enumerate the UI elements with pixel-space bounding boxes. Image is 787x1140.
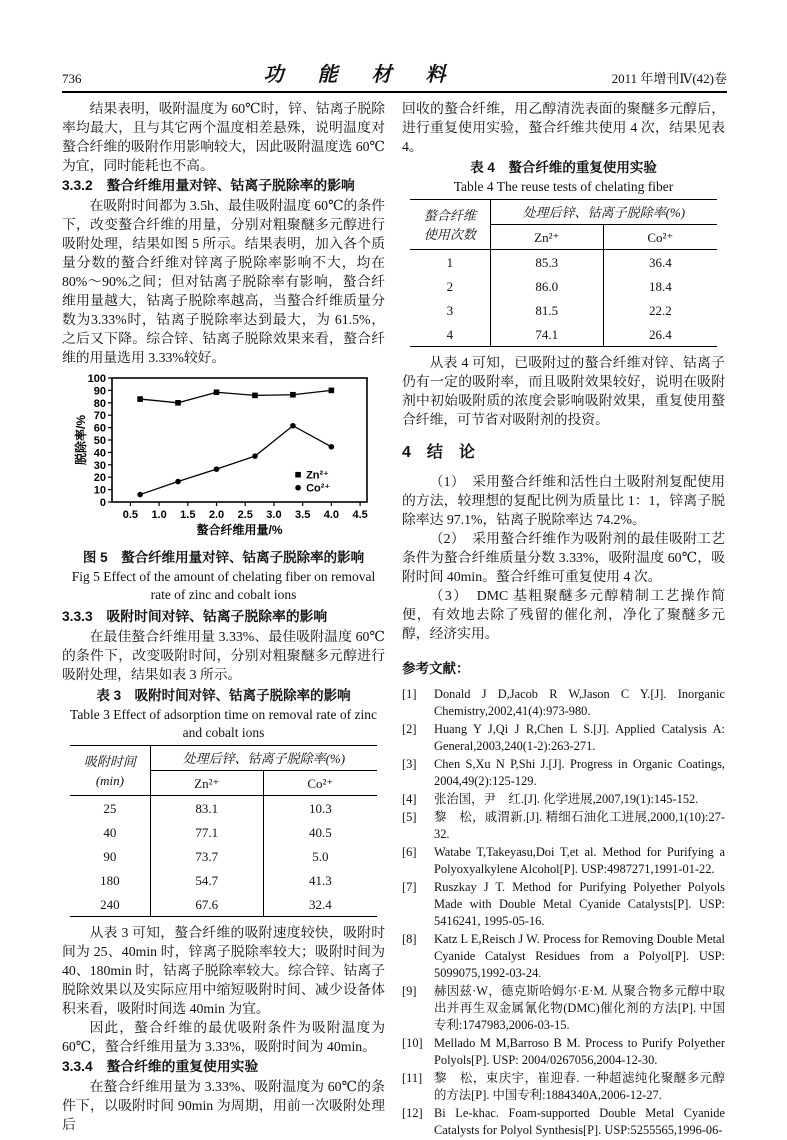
svg-text:80: 80 [93, 397, 106, 410]
right-column [402, 99, 725, 1140]
section-heading-3-3-2: 3.3.2 螯合纤维用量对锌、钴离子脱除率的影响 [62, 178, 355, 193]
reference-label: [11] [402, 1071, 423, 1085]
svg-text:2.5: 2.5 [237, 509, 253, 521]
reference-text: Watabe T,Takeyasu,Doi T,et al. Method for Purifying a Polyoxyalkylene Alcohol[P]. USP:4987271,1991-01-22. [434, 845, 725, 876]
paragraph: 结果表明，吸附温度为 60℃时，锌、钴离子脱除率均最大，且与其它两个温度相差悬殊，说明温度对螯合纤维的吸附作用影响较大，因此吸附温度选 60℃为宜，同时能耗也不高。 [62, 101, 385, 173]
table-cell: 81.5 [490, 298, 603, 322]
reference-text: Chen S,Xu N P,Shi J.[J]. Progress in Organic Coatings, 2004,49(2):125-129. [434, 757, 725, 788]
table3-caption-en: Table 3 Effect of adsorption time on removal rate of zinc and cobalt ions [70, 707, 377, 740]
table-row [70, 820, 377, 844]
table-cell: 40.5 [263, 820, 377, 844]
reference-text: Katz L E,Reisch J W. Process for Removing Double Metal Cyanide Catalyst Residues from a Polyol[P]. USP: 5099075,1992-03-24. [434, 932, 725, 980]
table-cell: 74.1 [490, 322, 603, 347]
paragraph: 回收的螯合纤维，用乙醇清洗表面的聚醚多元醇后，进行重复使用实验，螯合纤维共使用 4 次，结果见表 4。 [402, 101, 725, 154]
reference-label: [6] [402, 845, 417, 859]
page-number: 736 [62, 71, 82, 86]
table-row [70, 868, 377, 892]
reference-text: Ruszkay J T. Method for Purifying Polyether Polyols Made with Double Metal Cyanide Catalysts[P]. USP: 5416241, 1995-05-16. [434, 880, 725, 928]
conclusion-heading: 4 结 论 [402, 444, 475, 461]
conclusion-item-3: （3） DMC 基粗聚醚多元醇精制工艺操作简便，有效地去除了残留的催化剂，净化了聚醚多元醇，经济实用。 [402, 588, 725, 641]
table-cell: 26.4 [603, 322, 717, 347]
table-cell: 32.4 [263, 892, 377, 917]
svg-text:10: 10 [93, 484, 106, 497]
svg-text:0.5: 0.5 [122, 509, 138, 521]
table4-zn-header: Zn²⁺ [490, 225, 603, 250]
svg-text:4.5: 4.5 [351, 509, 368, 521]
references-heading: 参考文献： [402, 661, 470, 676]
reference-item [402, 1035, 725, 1069]
reference-item [402, 1105, 725, 1139]
reference-label: [2] [402, 722, 417, 736]
svg-text:20: 20 [93, 472, 106, 485]
section-heading-3-3-3: 3.3.3 吸附时间对锌、钴离子脱除率的影响 [62, 609, 328, 624]
svg-text:0: 0 [99, 497, 106, 509]
table-cell: 54.7 [150, 868, 263, 892]
table-cell: 73.7 [150, 844, 263, 868]
table-cell: 40 [103, 824, 117, 840]
table-cell: 3 [446, 302, 454, 318]
svg-text:60: 60 [93, 422, 106, 435]
table-cell: 77.1 [150, 820, 263, 844]
table-cell: 10.3 [263, 796, 377, 821]
table-cell: 41.3 [263, 868, 377, 892]
issue-info: 2011 年增刊Ⅳ(42)卷 [611, 71, 727, 86]
figure5-caption-cn: 图 5 螯合纤维用量对锌、钴离子脱除率的影响 [82, 550, 365, 565]
reference-label: [1] [402, 687, 417, 701]
svg-text:40: 40 [93, 447, 106, 460]
reference-label: [7] [402, 880, 417, 894]
svg-text:3.0: 3.0 [265, 509, 282, 521]
table3-caption-cn: 表 3 吸附时间对锌、钴离子脱除率的影响 [96, 688, 351, 703]
table-row [410, 298, 717, 322]
table3-co-header: Co²⁺ [263, 771, 377, 796]
table-row [70, 892, 377, 917]
reference-label: [3] [402, 757, 417, 771]
reference-label: [12] [402, 1106, 423, 1120]
table3-zn-header: Zn²⁺ [150, 771, 263, 796]
table4-col1-header [410, 200, 490, 250]
table3-span-header: 处理后锌、钴离子脱除率(%) [150, 746, 377, 771]
reference-item [402, 879, 725, 930]
svg-text:70: 70 [93, 410, 106, 423]
table-cell: 2 [446, 278, 454, 294]
table-cell: 36.4 [603, 250, 717, 275]
table3-col1-line1: 吸附时间 [83, 753, 136, 769]
two-column-body [62, 99, 727, 1140]
svg-text:1.5: 1.5 [179, 509, 195, 521]
paragraph: 在螯合纤维用量为 3.33%、吸附温度为 60℃的条件下，以吸附时间 90min 为周期，用前一次吸附处理后 [62, 1079, 385, 1132]
svg-text:100: 100 [87, 373, 106, 385]
reference-item [402, 983, 725, 1034]
reference-label: [5] [402, 810, 417, 824]
figure5-chart [74, 371, 374, 541]
paragraph: 在吸附时间都为 3.5h、最佳吸附温度 60℃的条件下，改变螯合纤维的用量，分别对粗聚醚多元醇进行吸附处理，结果如图 5 所示。结果表明，加入各个质量分数的螯合纤维对锌离子脱除率影响不大，均在 80%～90%之间；但对钴离子脱除率有影响，螯合纤维用量越大，钴离子脱除率越高，当螯合纤维质量分数为3.33%时，钴离子脱除率达到最大，为 61.5%，之后又下降。综合锌、钴离子脱除效果来看，螯合纤维的用量选用 3.33%较好。 [62, 198, 385, 365]
journal-title: 功能材料 [263, 62, 480, 86]
reference-label: [10] [402, 1036, 423, 1050]
reference-text: Bi Le-khac. Foam-supported Double Metal Cyanide Catalysts for Polyol Synthesis[P]. USP:5255565,1996-06- [434, 1106, 725, 1137]
table-row [410, 322, 717, 347]
reference-text: 黎 松，戚渭新.[J]. 精细石油化工进展,2000,1(10):27-32. [434, 810, 725, 841]
reference-list [402, 686, 725, 1139]
table3-col1-header [70, 746, 150, 796]
reference-text: 张治国，尹 红.[J]. 化学进展,2007,19(1):145-152. [434, 792, 699, 806]
reference-label: [8] [402, 932, 417, 946]
paragraph: 在最佳螯合纤维用量 3.33%、最佳吸附温度 60℃的条件下，改变吸附时间，分别对粗聚醚多元醇进行吸附处理，结果如表 3 所示。 [62, 629, 385, 682]
figure5 [74, 371, 374, 546]
paragraph: 从表 3 可知，螯合纤维的吸附速度较快，吸附时间为 25、40min 时，锌离子脱除率较大；吸附时间为 40、180min 时，钴离子脱除率较大。综合锌、钴离子脱除效果以及实际应用中缩短吸附时间、减少设备体积来看，吸附时间选 40min 为宜。 [62, 925, 385, 1016]
paragraph: 因此，螯合纤维的最优吸附条件为吸附温度为 60℃，螯合纤维用量为 3.33%，吸附时间为 40min。 [62, 1020, 385, 1054]
reference-item [402, 1070, 725, 1104]
reference-item [402, 791, 725, 808]
reference-label: [9] [402, 984, 417, 998]
reference-item [402, 931, 725, 982]
conclusion-item-1: （1） 采用螯合纤维和活性白土吸附剂复配使用的方法，较理想的复配比例为质量比 1：1，锌离子脱除率达 97.1%，钴离子脱除率达 74.2%。 [402, 474, 725, 527]
table4 [410, 199, 717, 347]
table-cell: 240 [100, 896, 120, 912]
table-row [410, 250, 717, 275]
figure5-caption-en: Fig 5 Effect of the amount of chelating fiber on removal rate of zinc and cobalt ions [71, 569, 376, 602]
reference-item [402, 844, 725, 878]
table-row [70, 844, 377, 868]
table-cell: 18.4 [603, 274, 717, 298]
reference-label: [4] [402, 792, 417, 806]
reference-item [402, 756, 725, 790]
table4-co-header: Co²⁺ [603, 225, 717, 250]
reference-text: Huang Y J,Qi J R,Chen L S.[J]. Applied Catalysis A: General,2003,240(1-2):263-271. [434, 722, 725, 753]
svg-text:Co²⁺: Co²⁺ [305, 482, 330, 495]
table4-col1-line1: 螯合纤维 [423, 207, 476, 223]
paragraph: 从表 4 可知，已吸附过的螯合纤维对锌、钴离子仍有一定的吸附率，而且吸附效果较好，说明在吸附剂中初始吸附质的浓度会影响吸附效果，重复使用螯合纤维，可节省对吸附剂的投资。 [402, 355, 725, 427]
left-column [62, 99, 385, 1140]
table-cell: 25 [103, 800, 117, 816]
reference-text: Donald J D,Jacob R W,Jason C Y.[J]. Inorganic Chemistry,2002,41(4):973-980. [434, 687, 725, 718]
svg-text:Zn²⁺: Zn²⁺ [305, 469, 329, 482]
section-heading-3-3-4: 3.3.4 螯合纤维的重复使用实验 [62, 1059, 259, 1074]
reference-text: Mellado M M,Barroso B M. Process to Purify Polyether Polyols[P]. USP: 2004/0267056,2004-12-30. [434, 1036, 725, 1067]
reference-text: 赫因兹·W，德克斯哈姆尔·E·M. 从聚合物多元醇中取出并再生双金属氰化物(DMC)催化剂的方法[P]. 中国专利:1747983,2006-03-15. [434, 984, 725, 1032]
table4-caption-cn: 表 4 螯合纤维的重复使用实验 [470, 160, 657, 175]
table-cell: 180 [100, 872, 120, 888]
conclusion-item-2: （2） 采用螯合纤维作为吸附剂的最佳吸附工艺条件为螯合纤维质量分数 3.33%，吸附温度 60℃，吸附时间 40min。螯合纤维可重复使用 4 次。 [402, 531, 725, 584]
svg-text:螯合纤维用量/%: 螯合纤维用量/% [195, 523, 283, 537]
table-row [70, 796, 377, 821]
svg-text:90: 90 [93, 385, 106, 398]
svg-text:50: 50 [93, 435, 106, 447]
table4-caption-en: Table 4 The reuse tests of chelating fiber [453, 179, 674, 194]
svg-text:3.5: 3.5 [294, 509, 310, 521]
svg-text:2.0: 2.0 [208, 509, 224, 521]
svg-text:30: 30 [93, 459, 106, 472]
table-cell: 1 [446, 254, 454, 270]
reference-item [402, 686, 725, 720]
table4-span-header: 处理后锌、钴离子脱除率(%) [490, 200, 717, 225]
table-cell: 4 [446, 326, 454, 342]
table4-col1-line2: 使用次数 [423, 226, 476, 242]
table-cell: 85.3 [490, 250, 603, 275]
page-header [62, 58, 727, 93]
svg-text:1.0: 1.0 [150, 509, 167, 521]
reference-item [402, 809, 725, 843]
table3-col1-line2: (min) [95, 772, 125, 788]
table3 [70, 745, 377, 917]
reference-item [402, 721, 725, 755]
table-row [410, 274, 717, 298]
table-cell: 5.0 [263, 844, 377, 868]
svg-text:脱除率/%: 脱除率/% [73, 414, 88, 466]
table-cell: 90 [103, 848, 117, 864]
table-cell: 67.6 [150, 892, 263, 917]
table-cell: 83.1 [150, 796, 263, 821]
table-cell: 86.0 [490, 274, 603, 298]
reference-text: 黎 松，束庆宇，崔迎春. 一种超滤纯化聚醚多元醇的方法[P]. 中国专利:1884340A,2006-12-27. [434, 1071, 725, 1102]
svg-text:4.0: 4.0 [323, 509, 339, 521]
table-cell: 22.2 [603, 298, 717, 322]
